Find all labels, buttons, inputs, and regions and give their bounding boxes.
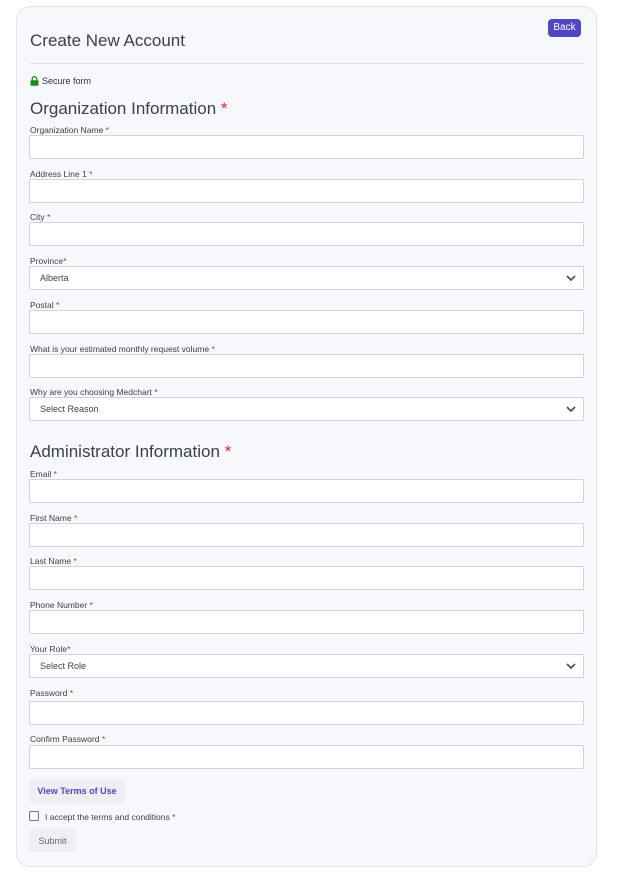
- phone-input[interactable]: [29, 610, 584, 634]
- first-name-label: First Name *: [30, 513, 78, 523]
- accept-terms-checkbox[interactable]: [29, 811, 39, 821]
- address-input[interactable]: [29, 179, 584, 203]
- secure-indicator: [30, 76, 91, 86]
- city-input[interactable]: [29, 222, 584, 246]
- secure-label: Secure form: [42, 76, 92, 86]
- email-label: Email *: [30, 469, 57, 479]
- first-name-input[interactable]: [29, 523, 584, 547]
- role-label: Your Role*: [30, 644, 71, 654]
- accept-terms-label: I accept the terms and conditions *: [45, 812, 176, 822]
- page-title: Create New Account: [30, 31, 185, 50]
- chevron-down-icon: [565, 661, 577, 671]
- phone-label: Phone Number *: [30, 600, 93, 610]
- last-name-label: Last Name *: [30, 556, 77, 566]
- admin-section-title: Administrator Information *: [30, 442, 232, 461]
- volume-label: What is your estimated monthly request volume *: [30, 344, 215, 354]
- email-input[interactable]: [29, 479, 584, 503]
- postal-input[interactable]: [29, 310, 584, 334]
- postal-label: Postal *: [30, 300, 60, 310]
- city-label: City *: [30, 212, 51, 222]
- address-label: Address Line 1 *: [30, 169, 93, 179]
- reason-label: Why are you choosing Medchart *: [30, 387, 158, 397]
- back-button[interactable]: Back: [548, 19, 581, 37]
- reason-selected-value: Select Reason: [40, 404, 99, 414]
- last-name-input[interactable]: [29, 566, 584, 590]
- volume-input[interactable]: [29, 354, 584, 378]
- header-divider: [30, 63, 584, 64]
- chevron-down-icon: [565, 404, 577, 414]
- province-selected-value: Alberta: [40, 273, 69, 283]
- confirm-password-input[interactable]: [29, 745, 584, 769]
- province-label: Province*: [30, 256, 67, 266]
- reason-select[interactable]: [29, 397, 584, 421]
- role-select[interactable]: [29, 654, 584, 678]
- chevron-down-icon: [565, 273, 577, 283]
- role-selected-value: Select Role: [40, 661, 87, 671]
- password-input[interactable]: [29, 701, 584, 725]
- org-section-title: Organization Information *: [30, 99, 228, 118]
- province-select[interactable]: [29, 266, 584, 290]
- view-terms-button[interactable]: View Terms of Use: [29, 779, 125, 803]
- lock-icon: [30, 76, 39, 86]
- org-name-input[interactable]: [29, 135, 584, 159]
- password-label: Password *: [30, 688, 74, 698]
- confirm-password-label: Confirm Password *: [30, 734, 106, 744]
- org-name-label: Organization Name *: [30, 125, 109, 135]
- submit-button[interactable]: Submit: [29, 829, 76, 852]
